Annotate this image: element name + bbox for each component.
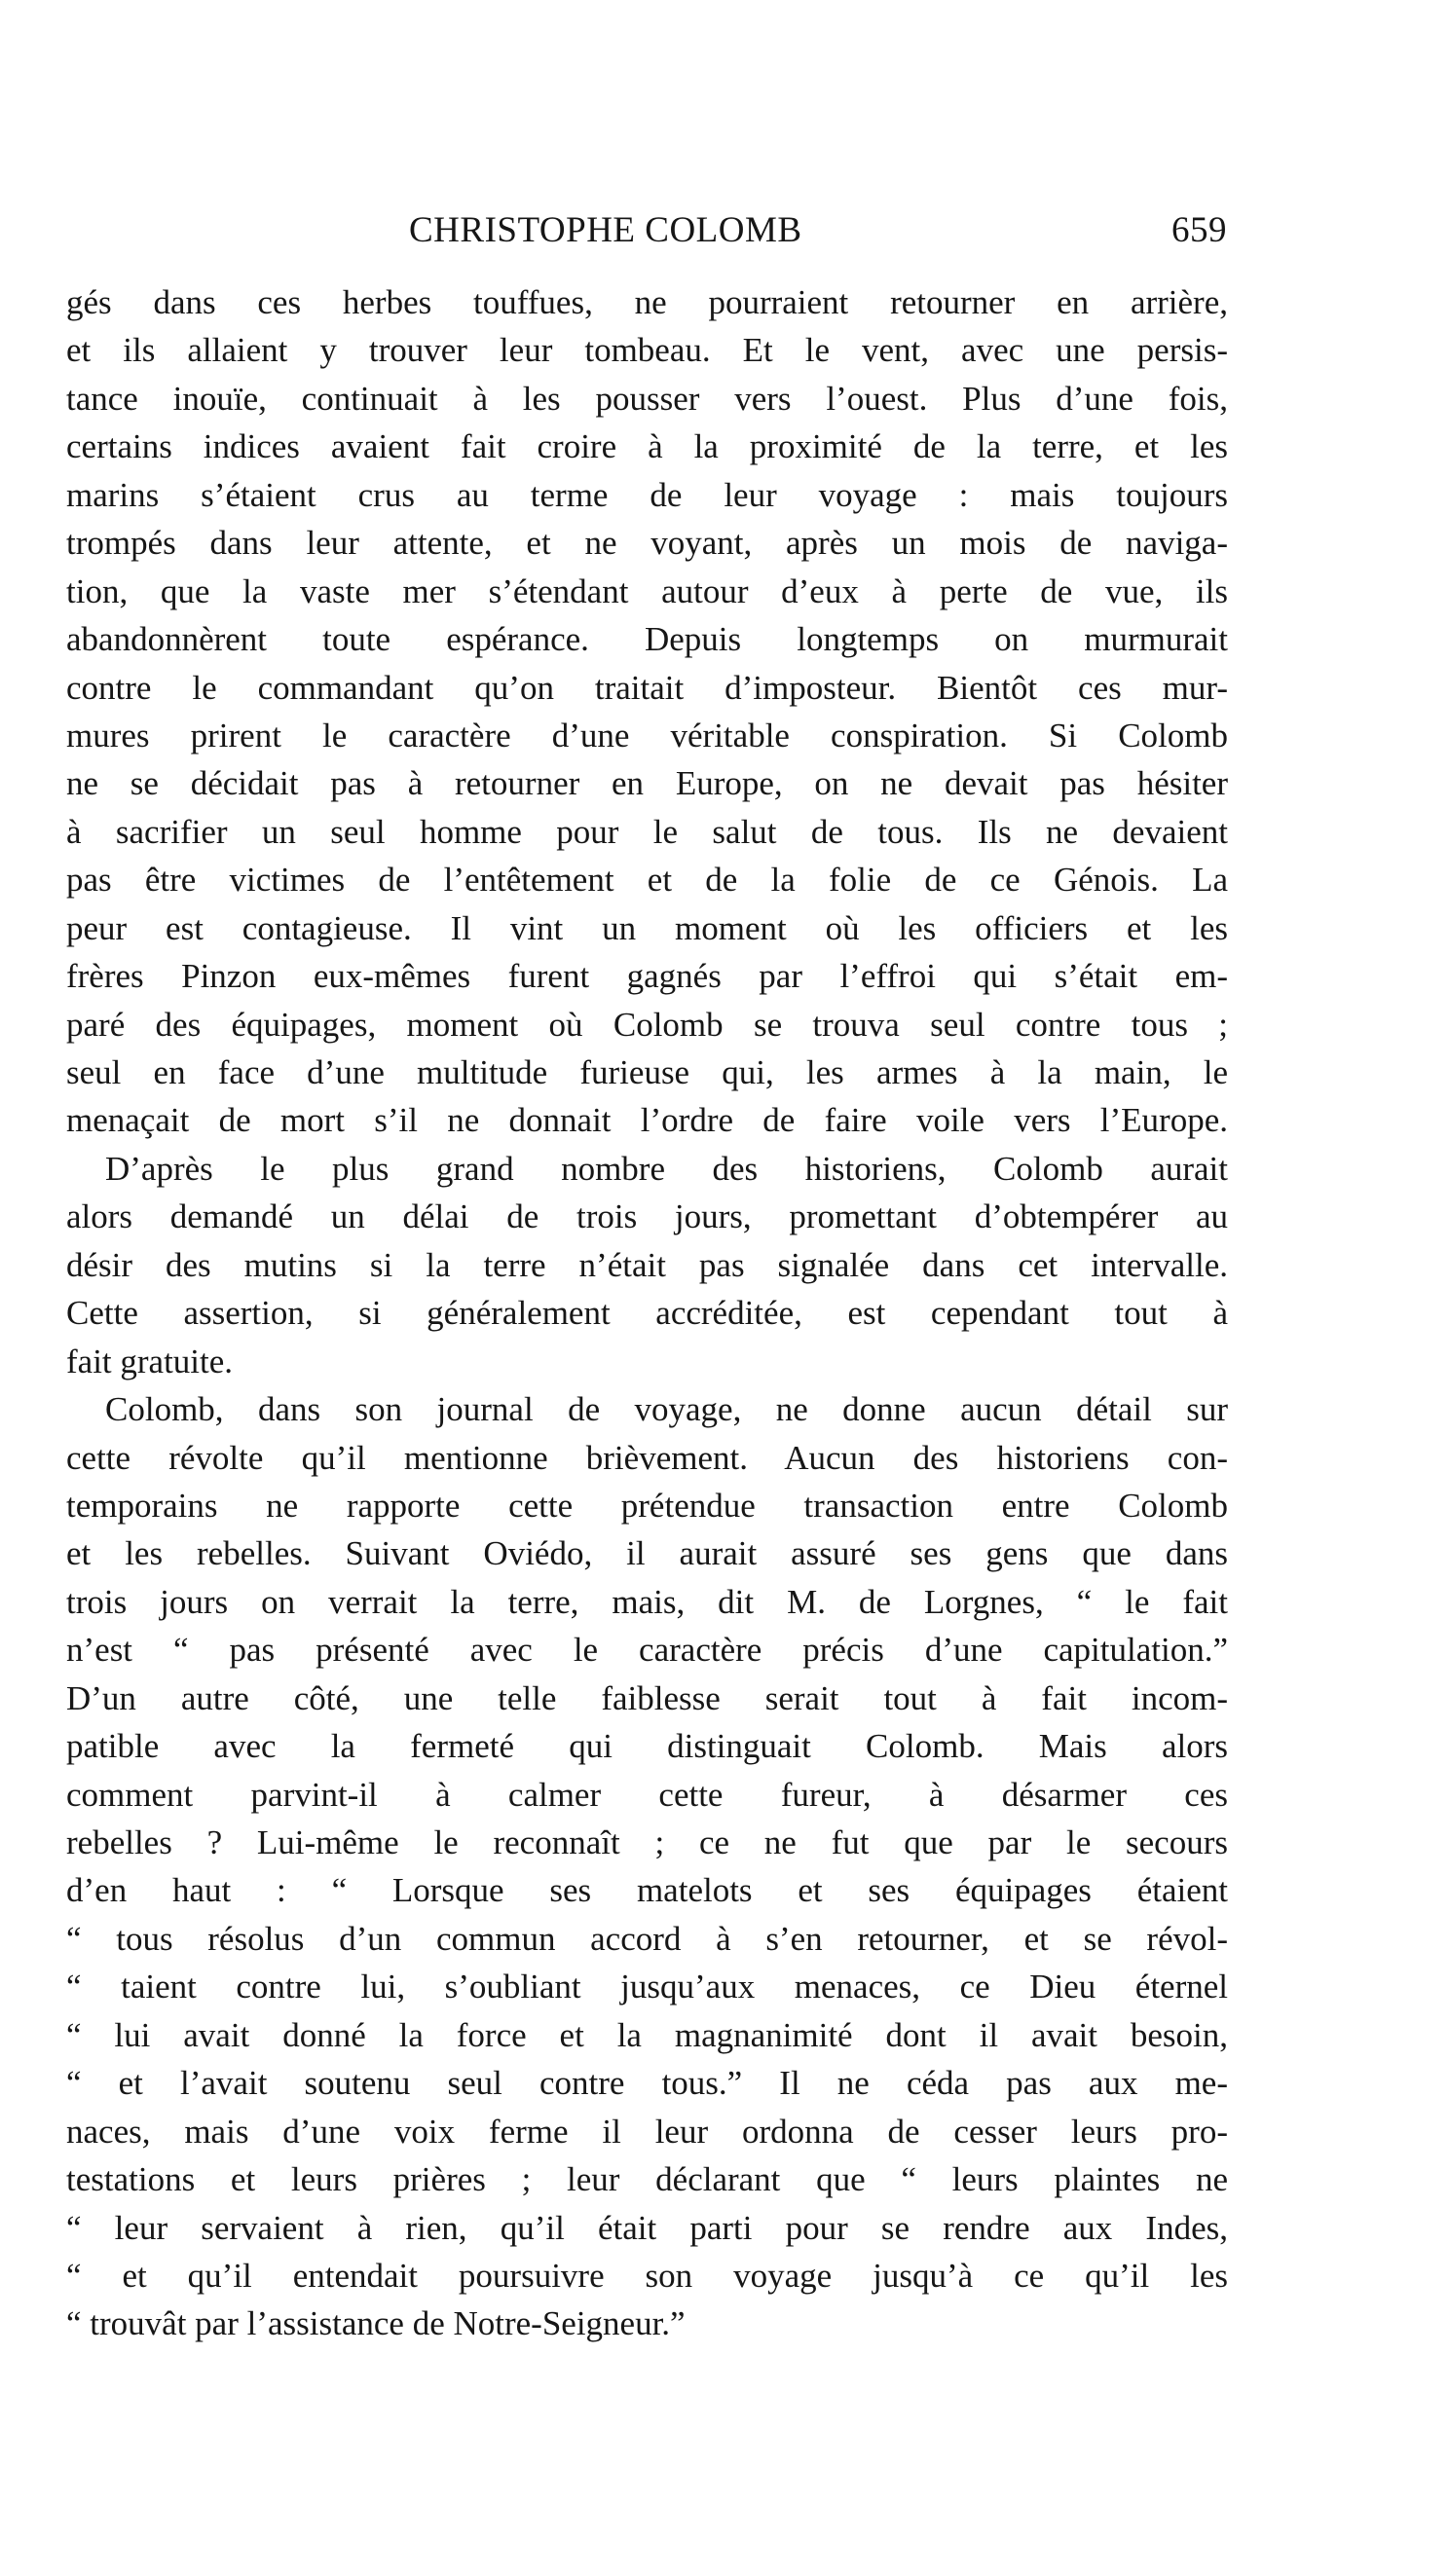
text-line: naces, mais d’une voix ferme il leur ordonna de cesser leurs pro- xyxy=(66,2112,1228,2151)
text-line: rebelles ? Lui-même le reconnaît ; ce ne fut que par le secours xyxy=(66,1823,1228,1861)
text-line: certains indices avaient fait croire à la proximité de la terre, et les xyxy=(66,427,1228,466)
text-line: Colomb, dans son journal de voyage, ne donne aucun détail sur xyxy=(105,1390,1228,1429)
text-line: menaçait de mort s’il ne donnait l’ordre de faire voile vers l’Europe. xyxy=(66,1101,1228,1140)
body-text xyxy=(66,278,1228,2348)
text-line: “ taient contre lui, s’oubliant jusqu’aux menaces, ce Dieu éternel xyxy=(66,1968,1228,2006)
text-line: mures prirent le caractère d’une véritable conspiration. Si Colomb xyxy=(66,716,1228,754)
text-line: tion, que la vaste mer s’étendant autour d’eux à perte de vue, ils xyxy=(66,571,1228,610)
text-line: trois jours on verrait la terre, mais, dit M. de Lorgnes, “ le fait xyxy=(66,1582,1228,1621)
text-line: seul en face d’une multitude furieuse qui, les armes à la main, le xyxy=(66,1053,1228,1091)
text-line: alors demandé un délai de trois jours, promettant d’obtempérer au xyxy=(66,1197,1228,1236)
text-line: peur est contagieuse. Il vint un moment où les officiers et les xyxy=(66,908,1228,947)
text-line: temporains ne rapporte cette prétendue transaction entre Colomb xyxy=(66,1486,1228,1525)
running-head xyxy=(68,209,1227,258)
text-line: “ et qu’il entendait poursuivre son voyage jusqu’à ce qu’il les xyxy=(66,2256,1228,2295)
text-line: trompés dans leur attente, et ne voyant, après un mois de naviga- xyxy=(66,524,1228,563)
text-line: pas être victimes de l’entêtement et de la folie de ce Génois. La xyxy=(66,861,1228,900)
text-line: cette révolte qu’il mentionne brièvement. Aucun des historiens con- xyxy=(66,1438,1228,1477)
text-line: à sacrifier un seul homme pour le salut de tous. Ils ne devaient xyxy=(66,812,1228,851)
text-line: patible avec la fermeté qui distinguait Colomb. Mais alors xyxy=(66,1727,1228,1766)
text-line: n’est “ pas présenté avec le caractère précis d’une capitulation.” xyxy=(66,1631,1228,1670)
text-line: D’un autre côté, une telle faiblesse serait tout à fait incom- xyxy=(66,1678,1228,1717)
text-line: comment parvint-il à calmer cette fureur, à désarmer ces xyxy=(66,1775,1228,1814)
text-line: et ils allaient y trouver leur tombeau. Et le vent, avec une persis- xyxy=(66,331,1228,370)
text-line: tance inouïe, continuait à les pousser vers l’ouest. Plus d’une fois, xyxy=(66,379,1228,418)
text-line: désir des mutins si la terre n’était pas signalée dans cet intervalle. xyxy=(66,1245,1228,1284)
page-number: 659 xyxy=(1171,210,1227,250)
text-line: paré des équipages, moment où Colomb se trouva seul contre tous ; xyxy=(66,1005,1228,1044)
text-line: contre le commandant qu’on traitait d’imposteur. Bientôt ces mur- xyxy=(66,668,1228,707)
text-line: “ tous résolus d’un commun accord à s’en retourner, et se révol- xyxy=(66,1919,1228,1958)
text-line: “ trouvât par l’assistance de Notre-Seigneur.” xyxy=(66,2304,686,2343)
running-title: CHRISTOPHE COLOMB xyxy=(409,210,802,250)
text-line: ne se décidait pas à retourner en Europe, on ne devait pas hésiter xyxy=(66,764,1228,803)
text-line: “ leur servaient à rien, qu’il était parti pour se rendre aux Indes, xyxy=(66,2208,1228,2247)
text-line: “ et l’avait soutenu seul contre tous.” Il ne céda pas aux me- xyxy=(66,2064,1228,2103)
text-line: “ lui avait donné la force et la magnanimité dont il avait besoin, xyxy=(66,2015,1228,2054)
text-line: gés dans ces herbes touffues, ne pourraient retourner en arrière, xyxy=(66,283,1228,321)
text-line: testations et leurs prières ; leur déclarant que “ leurs plaintes ne xyxy=(66,2160,1228,2199)
text-line: marins s’étaient crus au terme de leur voyage : mais toujours xyxy=(66,475,1228,514)
text-line: D’après le plus grand nombre des historiens, Colomb aurait xyxy=(105,1149,1228,1188)
text-line: et les rebelles. Suivant Oviédo, il aurait assuré ses gens que dans xyxy=(66,1534,1228,1573)
text-line: fait gratuite. xyxy=(66,1342,234,1380)
text-line: Cette assertion, si généralement accréditée, est cependant tout à xyxy=(66,1294,1228,1333)
text-line: frères Pinzon eux-mêmes furent gagnés par l’effroi qui s’était em- xyxy=(66,957,1228,996)
text-line: d’en haut : “ Lorsque ses matelots et ses équipages étaient xyxy=(66,1871,1228,1910)
text-line: abandonnèrent toute espérance. Depuis longtemps on murmurait xyxy=(66,620,1228,659)
